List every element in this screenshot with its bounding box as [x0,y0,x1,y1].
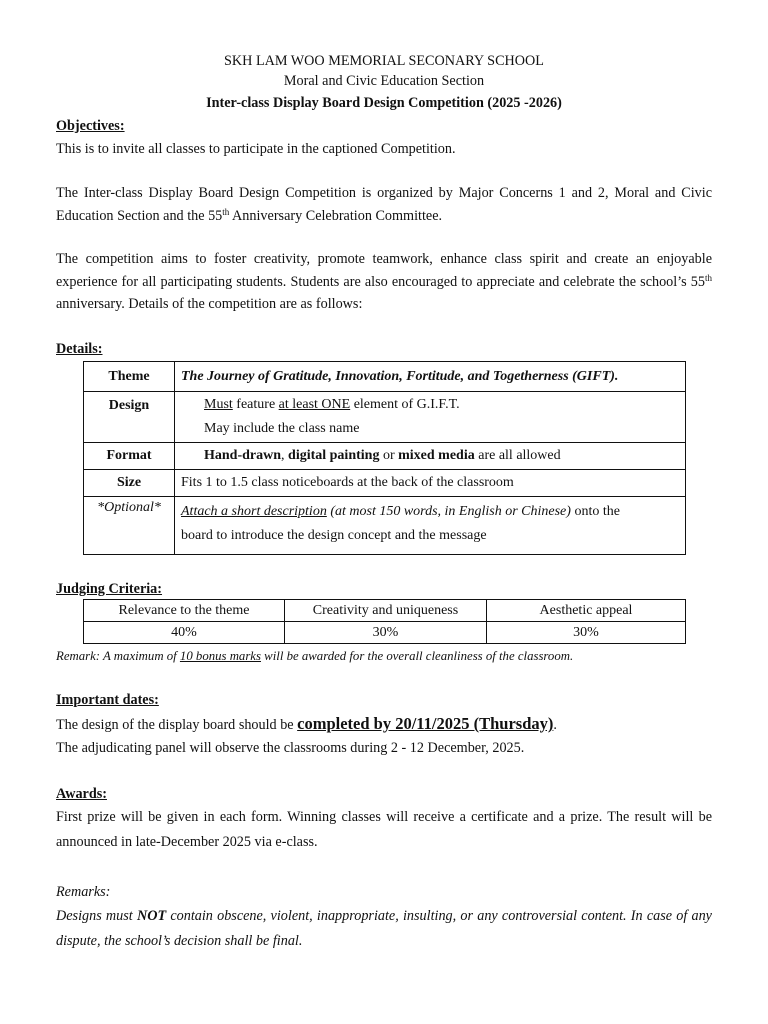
p3-text-a: The competition aims to foster creativity, promote teamwork, enhance class spirit and create an enjoyable experience for all participating students. Students are also encouraged to appreciate and celebrate the school’s 55 [56,251,712,290]
design-at-least-one: at least ONE [278,397,351,412]
criterion-aesthetic: Aesthetic appeal [487,600,686,622]
details-row-theme [84,362,686,392]
details-table [83,361,686,555]
p2-text-a: The Inter-class Display Board Design Competition is organized by Major Concerns 1 and 2, Moral and Civic Education Section and the 55 [56,185,712,224]
objectives-paragraph-3 [56,248,712,316]
format-tail: are all allowed [474,448,561,463]
weight-creativity: 30% [285,622,487,644]
format-hand-drawn: Hand-drawn [204,448,282,463]
dates-line-1 [56,716,557,733]
dates-text-a: The design of the display board should be [56,717,298,733]
judging-header-row [84,600,686,622]
dates-line-2: The adjudicating panel will observe the classrooms during 2 - 12 December, 2025. [56,740,525,756]
optional-attach: Attach a short description [181,504,327,519]
optional-line-2: board to introduce the design concept and the message [181,528,487,543]
p3-text-b: anniversary. Details of the competition are as follows: [56,296,363,312]
details-row-optional [84,497,686,555]
criterion-relevance: Relevance to the theme [84,600,285,622]
criterion-creativity: Creativity and uniqueness [285,600,487,622]
details-heading: Details: [56,341,103,357]
judging-remark [56,649,573,664]
weight-relevance: 40% [84,622,285,644]
section-name: Moral and Civic Education Section [283,73,485,89]
judging-table [83,599,686,644]
weight-aesthetic: 30% [487,622,686,644]
format-sep-1: , [281,448,289,463]
format-value [175,443,686,470]
objectives-paragraph-2 [56,182,712,227]
p3-sup: th [704,272,712,283]
details-row-size [84,470,686,497]
judging-heading: Judging Criteria: [56,581,163,597]
size-value: Fits 1 to 1.5 class noticeboards at the back of the classroom [175,470,686,497]
school-name: SKH LAM WOO MEMORIAL SECONARY SCHOOL [224,53,544,69]
remark-text-c: will be awarded for the overall cleanliness of the classroom. [260,649,574,663]
format-digital-painting: digital painting [288,448,380,463]
awards-text: First prize will be given in each form. Winning classes will receive a certificate and a prize. The result will be announced in late-December 2025 via e-class. [56,809,712,850]
size-label: Size [84,470,175,497]
optional-label: *Optional* [84,497,175,555]
judging-weight-row [84,622,686,644]
dates-period: . [553,717,557,733]
remark-text-a: Remark: A maximum of [56,649,180,663]
optional-line-1 [181,500,685,524]
design-text-b: feature [232,397,279,412]
remarks-heading: Remarks: [56,884,111,900]
design-line-1 [204,393,685,417]
objectives-paragraph-1: This is to invite all classes to participate in the captioned Competition. [56,141,456,157]
format-label: Format [84,443,175,470]
details-row-design [84,392,686,443]
objectives-heading: Objectives: [56,118,125,134]
details-row-format [84,443,686,470]
optional-onto: onto the [570,504,620,519]
design-line-2: May include the class name [204,421,360,436]
design-value [175,392,686,443]
format-sep-2: or [379,448,399,463]
optional-value [175,497,686,555]
theme-value: The Journey of Gratitude, Innovation, Fortitude, and Togetherness (GIFT). [175,362,686,392]
remarks-text-c: contain obscene, violent, inappropriate, insulting, or any controversial content. In case of any dispute, the school’s decision shall be final. [56,908,712,949]
remarks-text [56,904,712,954]
theme-label: Theme [84,362,175,392]
remarks-not: NOT [136,908,167,924]
dates-heading: Important dates: [56,692,159,708]
document-title: Inter-class Display Board Design Competition (2025 -2026) [206,95,562,111]
optional-words: (at most 150 words, in English or Chinese) [326,504,571,519]
remark-bonus-marks: 10 bonus marks [179,649,261,663]
p2-text-b: Anniversary Celebration Committee. [229,207,443,224]
remarks-text-a: Designs must [56,908,137,924]
design-label: Design [84,392,175,443]
design-must: Must [204,397,233,412]
awards-heading: Awards: [56,786,107,802]
completion-deadline: completed by 20/11/2025 (Thursday) [297,714,554,733]
design-text-d: element of G.I.F.T. [350,397,460,412]
format-mixed-media: mixed media [398,448,475,463]
p2-sup: th [222,206,230,217]
